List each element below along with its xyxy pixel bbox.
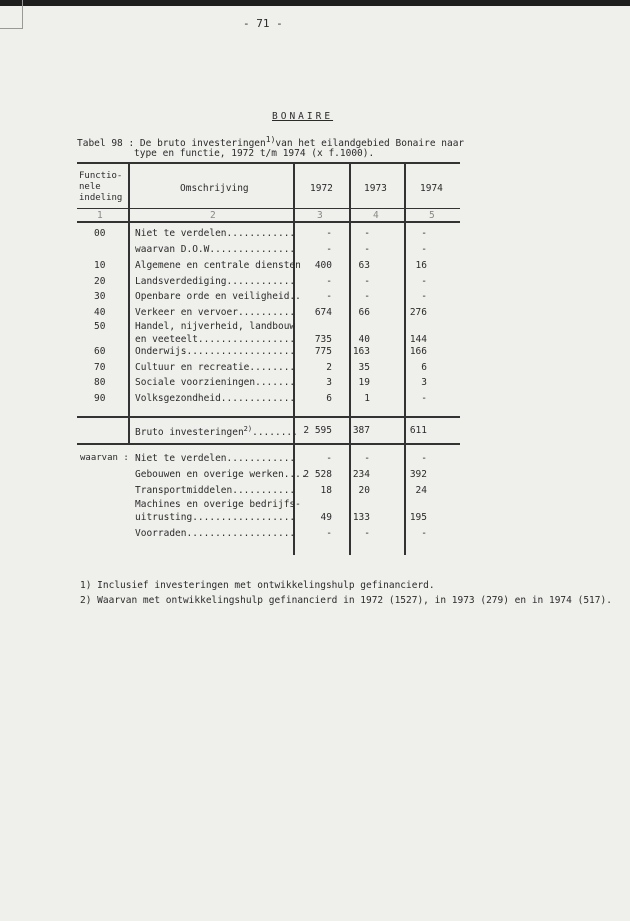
row-value-1972: 3 xyxy=(326,377,332,388)
row-value-1974: - xyxy=(421,393,427,404)
row-value-1973: 163 xyxy=(352,346,370,357)
row-value-1972: - xyxy=(326,228,332,239)
type-description: Machines en overige bedrijfs- xyxy=(135,499,301,510)
row-value-1974: - xyxy=(421,244,427,255)
type-value-1972: - xyxy=(326,453,332,464)
type-value-1973: - xyxy=(364,453,370,464)
row-description: waarvan D.O.W............... xyxy=(135,244,296,255)
col-number: 5 xyxy=(429,210,435,221)
caption-line-2: type en functie, 1972 t/m 1974 (x f.1000). xyxy=(134,148,375,159)
row-description: Cultuur en recreatie........ xyxy=(135,362,296,373)
row-value-1974: 166 xyxy=(409,346,427,357)
row-code: 40 xyxy=(94,307,106,318)
type-value-1974: 195 xyxy=(409,512,427,523)
caption-text: Tabel 98 : De bruto investeringen xyxy=(77,138,266,150)
row-code: 00 xyxy=(94,228,106,239)
row-value-1972: 2 xyxy=(326,362,332,373)
row-value-1974: - xyxy=(421,228,427,239)
header-1974: 1974 xyxy=(420,183,443,194)
row-value-1972: 674 xyxy=(314,307,332,318)
row-value-1973: 19 xyxy=(358,377,370,388)
total-label: Bruto investeringen$^{2)}$........ xyxy=(135,425,298,439)
header-line: nele xyxy=(79,182,101,192)
type-value-1972: 18 xyxy=(320,485,332,496)
row-value-1973: 40 xyxy=(358,334,370,345)
type-value-1974: 392 xyxy=(409,469,427,480)
col-number: 3 xyxy=(317,210,323,221)
col-number: 4 xyxy=(373,210,379,221)
row-description: Handel, nijverheid, landbouw xyxy=(135,321,296,332)
header-line: Functio- xyxy=(79,171,123,181)
footnote-2: 2) Waarvan met ontwikkelingshulp gefinancierd in 1972 (1527), in 1973 (279) en in 1974 (517). xyxy=(80,595,612,606)
row-value-1972: 735 xyxy=(314,334,332,345)
row-value-1973: 66 xyxy=(358,307,370,318)
waarvan-label: waarvan : xyxy=(80,453,129,463)
type-description: Niet te verdelen............ xyxy=(135,453,296,464)
row-code: 70 xyxy=(94,362,106,373)
row-code: 30 xyxy=(94,291,106,302)
type-value-1973: 20 xyxy=(358,485,370,496)
type-value-1974: - xyxy=(421,453,427,464)
total-1973: 387 xyxy=(352,425,370,436)
row-value-1972: - xyxy=(326,291,332,302)
row-value-1974: - xyxy=(421,291,427,302)
row-value-1973: 35 xyxy=(358,362,370,373)
row-value-1974: 3 xyxy=(421,377,427,388)
row-code: 90 xyxy=(94,393,106,404)
row-code: 10 xyxy=(94,260,106,271)
total-1972: 2 595 xyxy=(303,425,332,436)
col-number: 2 xyxy=(210,210,216,221)
header-1973: 1973 xyxy=(364,183,387,194)
row-description: Onderwijs................... xyxy=(135,346,296,357)
row-description: Algemene en centrale diensten xyxy=(135,260,301,271)
row-value-1972: - xyxy=(326,244,332,255)
type-description-cont: uitrusting.................. xyxy=(135,512,296,523)
type-value-1972: - xyxy=(326,528,332,539)
row-description: Volksgezondheid............. xyxy=(135,393,296,404)
scan-corner xyxy=(0,0,23,29)
row-code: 80 xyxy=(94,377,106,388)
row-description: Verkeer en vervoer.......... xyxy=(135,307,296,318)
header-functionele-indeling xyxy=(79,171,122,204)
row-value-1972: 775 xyxy=(314,346,332,357)
type-value-1972: 49 xyxy=(320,512,332,523)
scan-border xyxy=(0,0,630,6)
header-omschrijving: Omschrijving xyxy=(180,183,249,194)
caption-footnote-ref: 1) xyxy=(265,135,276,144)
row-description-cont: en veeteelt................. xyxy=(135,334,296,345)
row-description: Openbare orde en veiligheid.. xyxy=(135,291,301,302)
row-value-1974: 6 xyxy=(421,362,427,373)
row-value-1974: 276 xyxy=(409,307,427,318)
type-value-1973: 133 xyxy=(352,512,370,523)
type-description: Transportmiddelen........... xyxy=(135,485,296,496)
type-value-1974: 24 xyxy=(415,485,427,496)
col-number: 1 xyxy=(97,210,103,221)
footnote-1: 1) Inclusief investeringen met ontwikkelingshulp gefinancierd. xyxy=(80,580,435,591)
row-value-1973: - xyxy=(364,276,370,287)
row-value-1973: - xyxy=(364,291,370,302)
row-code: 60 xyxy=(94,346,106,357)
total-1974: 611 xyxy=(409,425,427,436)
row-value-1974: - xyxy=(421,276,427,287)
row-value-1973: - xyxy=(364,228,370,239)
caption-text-b: van het eilandgebied Bonaire naar xyxy=(275,138,465,150)
type-value-1973: - xyxy=(364,528,370,539)
row-value-1974: 144 xyxy=(409,334,427,345)
row-value-1972: 400 xyxy=(314,260,332,271)
type-description: Voorraden................... xyxy=(135,528,296,539)
header-line: indeling xyxy=(79,193,123,203)
row-description: Landsverdediging............ xyxy=(135,276,296,287)
row-value-1973: - xyxy=(364,244,370,255)
heading: BONAIRE xyxy=(272,111,334,122)
header-1972: 1972 xyxy=(310,183,333,194)
row-value-1973: 63 xyxy=(358,260,370,271)
row-value-1972: - xyxy=(326,276,332,287)
page-number: - 71 - xyxy=(243,17,283,30)
type-value-1973: 234 xyxy=(352,469,370,480)
row-code: 20 xyxy=(94,276,106,287)
row-code: 50 xyxy=(94,321,106,332)
row-description: Sociale voorzieningen....... xyxy=(135,377,296,388)
row-description: Niet te verdelen............ xyxy=(135,228,296,239)
row-value-1972: 6 xyxy=(326,393,332,404)
type-value-1974: - xyxy=(421,528,427,539)
type-value-1972: 2 528 xyxy=(303,469,332,480)
row-value-1973: 1 xyxy=(364,393,370,404)
type-description: Gebouwen en overige werken.... xyxy=(135,469,307,480)
row-value-1974: 16 xyxy=(415,260,427,271)
